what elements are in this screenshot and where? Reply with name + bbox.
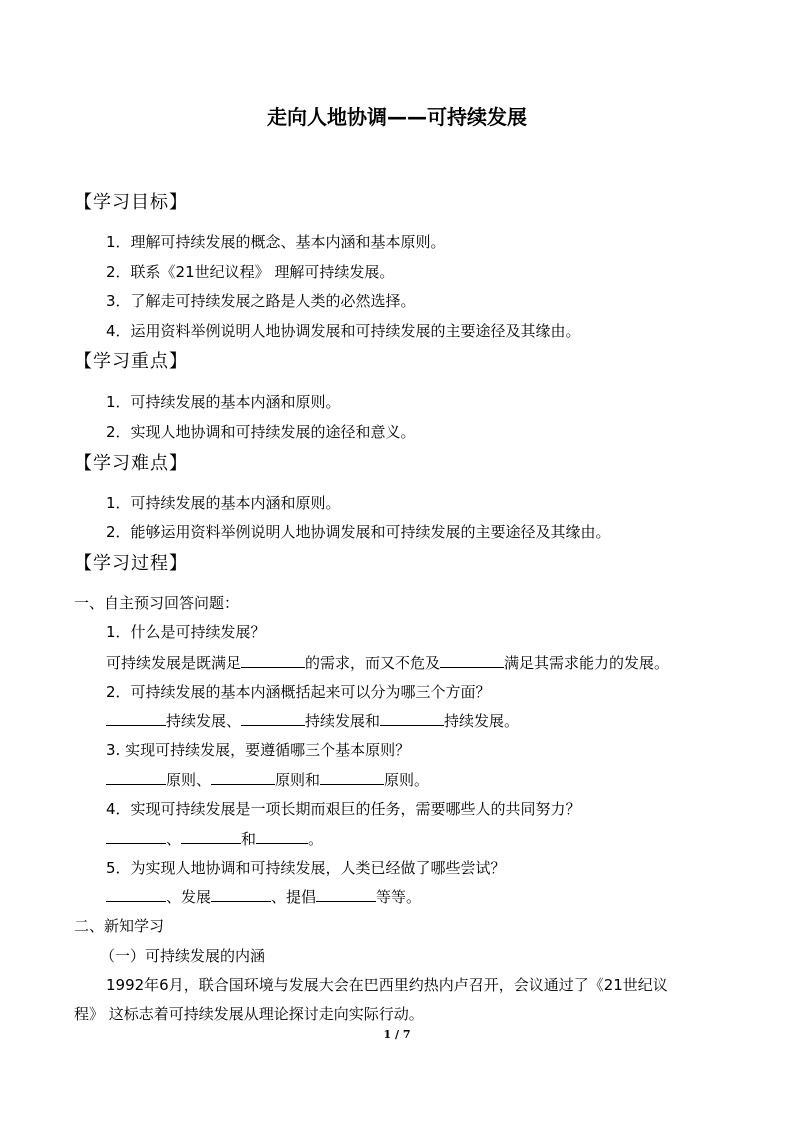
answer-text: 、: [166, 830, 182, 848]
fill-blank[interactable]: [316, 887, 376, 902]
key-point-item: 1．可持续发展的基本内涵和原则。: [106, 393, 341, 411]
fill-blank[interactable]: [241, 653, 305, 668]
fill-blank[interactable]: [106, 887, 166, 902]
answer-line-2: [106, 711, 519, 731]
section-heading-difficulties: 【学习难点】: [74, 453, 188, 474]
answer-text: 和: [241, 830, 257, 848]
answer-text: 原则。: [384, 771, 430, 789]
answer-line-4: [106, 829, 323, 849]
question-1: 1．什么是可持续发展？: [106, 623, 266, 641]
answer-line-5: [106, 887, 421, 907]
goal-item: 4．运用资料举例说明人地协调发展和可持续发展的主要途径及其缘由。: [106, 322, 581, 340]
difficulty-item: 1．可持续发展的基本内涵和原则。: [106, 494, 341, 512]
subsection-title: （一）可持续发展的内涵: [100, 947, 266, 965]
section-heading-goals: 【学习目标】: [74, 192, 188, 213]
question-5: 5．为实现人地协调和可持续发展，人类已经做了哪些尝试？: [106, 859, 506, 877]
answer-text: 等等。: [376, 888, 422, 906]
answer-text: 的需求，而又不危及: [305, 654, 441, 672]
answer-text: 、发展: [166, 888, 212, 906]
answer-text: 原则和: [275, 771, 321, 789]
question-2: 2．可持续发展的基本内涵概括起来可以分为哪三个方面？: [106, 683, 491, 701]
goal-item: 1．理解可持续发展的概念、基本内涵和基本原则。: [106, 233, 446, 251]
page-number: 1 / 7: [383, 1028, 411, 1041]
answer-text: 、提倡: [271, 888, 317, 906]
fill-blank[interactable]: [211, 887, 271, 902]
answer-text: 原则、: [166, 771, 212, 789]
question-4: 4．实现可持续发展是一项长期而艰巨的任务，需要哪些人的共同努力？: [106, 800, 581, 818]
document-title: 走向人地协调——可持续发展: [267, 105, 527, 129]
answer-text: 可持续发展是既满足: [106, 654, 242, 672]
fill-blank[interactable]: [106, 711, 166, 726]
goal-item: 3．了解走可持续发展之路是人类的必然选择。: [106, 292, 416, 310]
question-3: 3. 实现可持续发展，要遵循哪三个基本原则？: [106, 741, 411, 759]
answer-text: 满足其需求能力的发展。: [504, 654, 670, 672]
fill-blank[interactable]: [241, 711, 305, 726]
fill-blank[interactable]: [181, 829, 241, 844]
answer-text: 持续发展、: [166, 712, 242, 730]
paragraph-line: 1992年6月，联合国环境与发展大会在巴西里约热内卢召开，会议通过了《21世纪议: [106, 976, 668, 994]
answer-line-1: [106, 653, 669, 673]
fill-blank[interactable]: [320, 770, 384, 785]
paragraph-line: 程》 这标志着可持续发展从理论探讨走向实际行动。: [74, 1005, 424, 1023]
fill-blank[interactable]: [380, 711, 444, 726]
fill-blank[interactable]: [440, 653, 504, 668]
key-point-item: 2．实现人地协调和可持续发展的途径和意义。: [106, 423, 416, 441]
fill-blank[interactable]: [256, 829, 308, 844]
difficulty-item: 2．能够运用资料举例说明人地协调发展和可持续发展的主要途径及其缘由。: [106, 523, 611, 541]
answer-text: 持续发展。: [444, 712, 520, 730]
answer-text: 。: [308, 830, 324, 848]
answer-line-3: [106, 770, 429, 790]
fill-blank[interactable]: [211, 770, 275, 785]
fill-blank[interactable]: [106, 770, 166, 785]
section-heading-key-points: 【学习重点】: [74, 351, 188, 372]
part-two-title: 二、新知学习: [74, 917, 165, 935]
section-heading-process: 【学习过程】: [74, 553, 188, 574]
part-one-title: 一、自主预习回答问题：: [74, 594, 240, 612]
goal-item: 2．联系《21世纪议程》 理解可持续发展。: [106, 263, 395, 281]
answer-text: 持续发展和: [305, 712, 381, 730]
fill-blank[interactable]: [106, 829, 166, 844]
